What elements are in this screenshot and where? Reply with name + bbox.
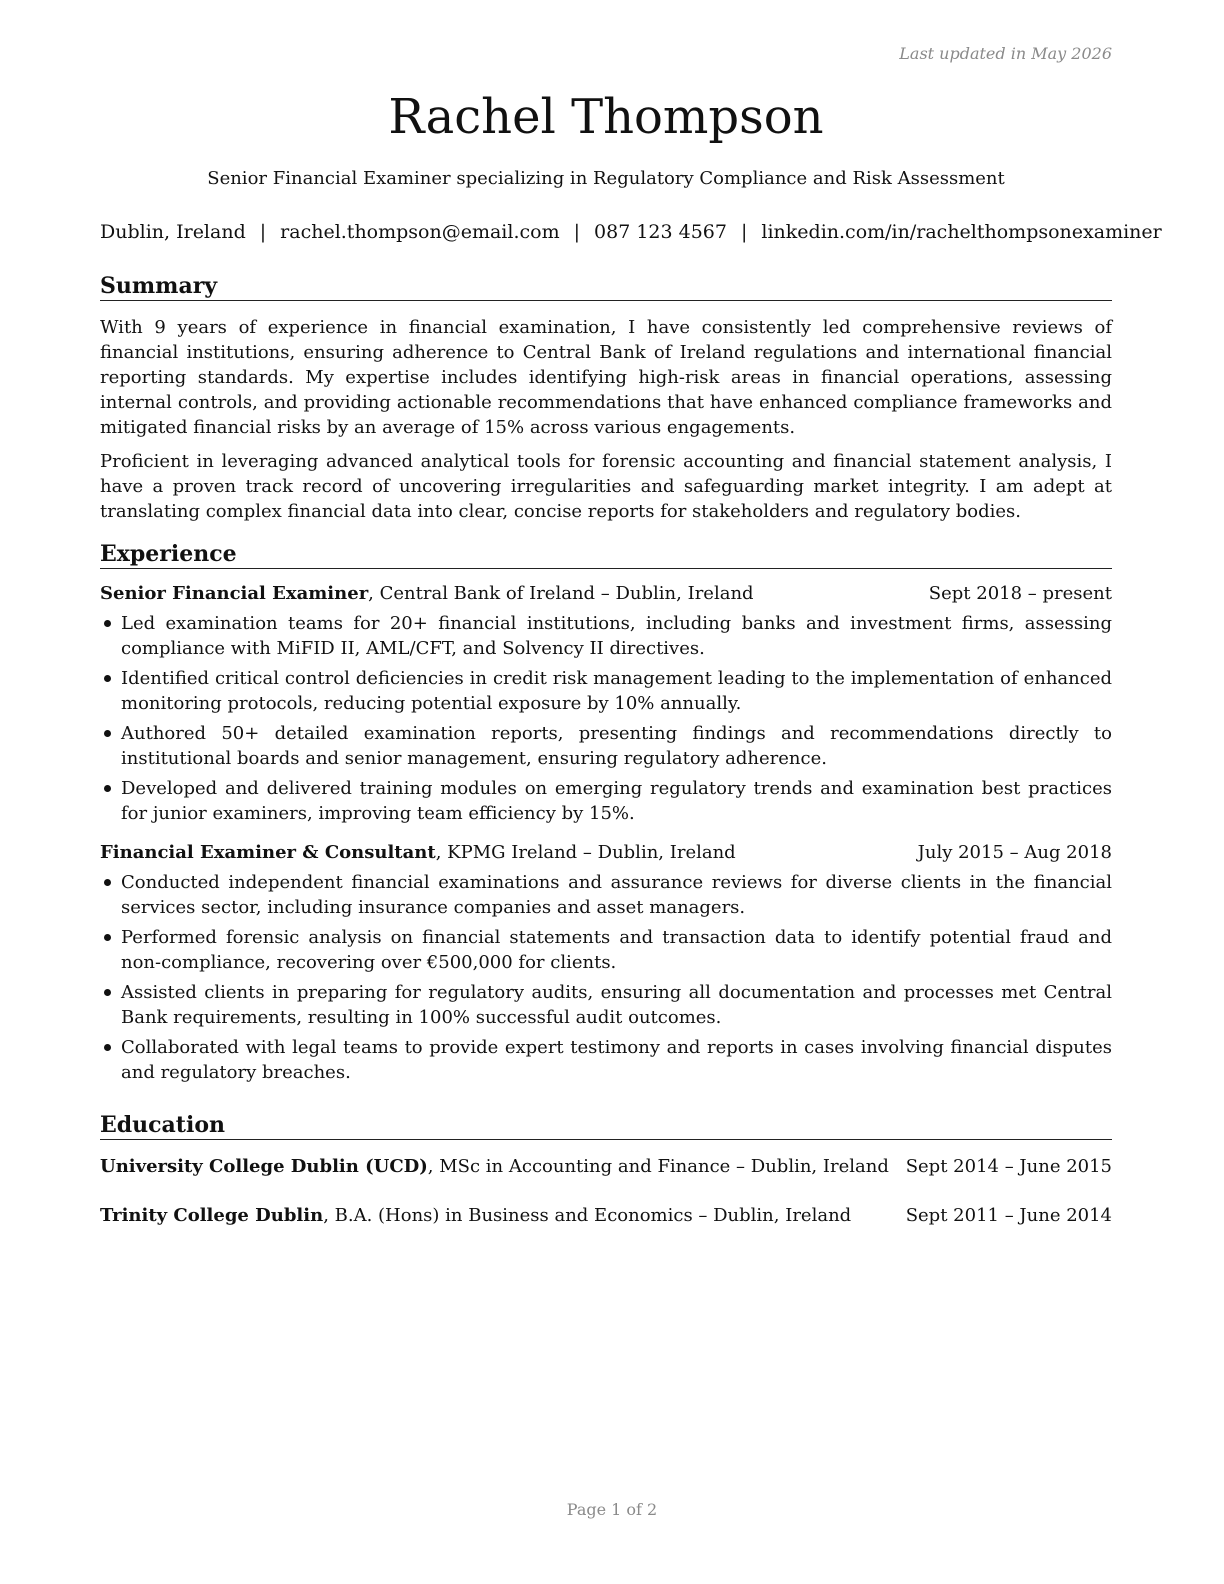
job-header (100, 840, 1112, 866)
contact-email[interactable]: rachel.thompson@email.com (280, 221, 560, 243)
job-organization: , KPMG Ireland – Dublin, Ireland (435, 842, 736, 863)
education-title-line (100, 1154, 889, 1180)
education-detail: , B.A. (Hons) in Business and Economics – Dublin, Ireland (323, 1205, 852, 1226)
education-entry (100, 1154, 1112, 1180)
education-entry (100, 1203, 1112, 1229)
summary-section (100, 272, 1112, 524)
education-detail: , MSc in Accounting and Finance – Dublin, Ireland (427, 1156, 889, 1177)
summary-paragraph: With 9 years of experience in financial examination, I have consistently led comprehensive reviews of financial institutions, ensuring adherence to Central Bank of Ireland regulations and international financial reporting standards. My expertise includes identifying high-risk areas in financial operations, assessing internal controls, and providing actionable recommendations that have enhanced compliance frameworks and mitigated financial risks by an average of 15% across various engagements. (100, 317, 1112, 438)
job-dates: July 2015 – Aug 2018 (917, 842, 1112, 863)
job-organization: , Central Bank of Ireland – Dublin, Ireland (368, 583, 754, 604)
contact-phone[interactable]: 087 123 4567 (594, 221, 727, 243)
experience-section (100, 540, 1112, 1090)
job-bullet: Authored 50+ detailed examination reports, presenting findings and recommendations directly to institutional boards and senior management, ensuring regulatory adherence. (100, 721, 1112, 771)
candidate-name: Rachel Thompson (388, 89, 824, 145)
contact-separator: | (740, 221, 748, 243)
contact-line (100, 219, 1162, 245)
job-header (100, 581, 1112, 607)
job-role: Senior Financial Examiner (100, 583, 369, 604)
page-number: Page 1 of 2 (566, 1500, 658, 1519)
job-bullet: Developed and delivered training modules on emerging regulatory trends and examination best practices for junior examiners, improving team efficiency by 15%. (100, 776, 1112, 826)
education-school: Trinity College Dublin (100, 1205, 324, 1226)
job-bullet: Assisted clients in preparing for regulatory audits, ensuring all documentation and processes met Central Bank requirements, resulting in 100% successful audit outcomes. (100, 980, 1112, 1030)
job-entry (100, 581, 1112, 826)
job-bullets (100, 870, 1112, 1085)
job-title-line (100, 840, 736, 866)
education-title-line (100, 1203, 851, 1229)
education-dates: Sept 2011 – June 2014 (905, 1205, 1112, 1226)
section-title-experience: Experience (100, 540, 1112, 569)
summary-paragraph: Proficient in leveraging advanced analytical tools for forensic accounting and financial statement analysis, I have a proven track record of uncovering irregularities and safeguarding market integrity. I am adept at translating complex financial data into clear, concise reports for stakeholders and regulatory bodies. (100, 451, 1112, 522)
job-bullets (100, 611, 1112, 826)
resume-page (100, 0, 1162, 1584)
section-title-summary: Summary (100, 272, 1112, 301)
contact-linkedin[interactable]: linkedin.com/in/rachelthompsonexaminer (761, 221, 1162, 243)
candidate-tagline: Senior Financial Examiner specializing in Regulatory Compliance and Risk Assessment (207, 168, 1005, 189)
job-bullet: Conducted independent financial examinations and assurance reviews for diverse clients in the financial services sector, including insurance companies and asset managers. (100, 870, 1112, 920)
job-bullet: Led examination teams for 20+ financial institutions, including banks and investment firms, assessing compliance with MiFID II, AML/CFT, and Solvency II directives. (100, 611, 1112, 661)
job-entry (100, 840, 1112, 1085)
job-role: Financial Examiner & Consultant (100, 842, 436, 863)
last-updated-note: Last updated in May 2026 (899, 44, 1112, 63)
section-title-education: Education (100, 1111, 1112, 1140)
job-bullet: Performed forensic analysis on financial statements and transaction data to identify potential fraud and non-compliance, recovering over €500,000 for clients. (100, 925, 1112, 975)
job-title-line (100, 581, 754, 607)
job-bullet: Identified critical control deficiencies in credit risk management leading to the implementation of enhanced monitoring protocols, reducing potential exposure by 10% annually. (100, 666, 1112, 716)
job-dates: Sept 2018 – present (928, 583, 1112, 604)
contact-separator: | (259, 221, 267, 243)
job-bullet: Collaborated with legal teams to provide expert testimony and reports in cases involving financial disputes and regulatory breaches. (100, 1035, 1112, 1085)
education-school: University College Dublin (UCD) (100, 1156, 428, 1177)
contact-separator: | (573, 221, 581, 243)
education-dates: Sept 2014 – June 2015 (905, 1156, 1112, 1177)
education-section (100, 1111, 1112, 1229)
contact-location: Dublin, Ireland (100, 221, 246, 243)
